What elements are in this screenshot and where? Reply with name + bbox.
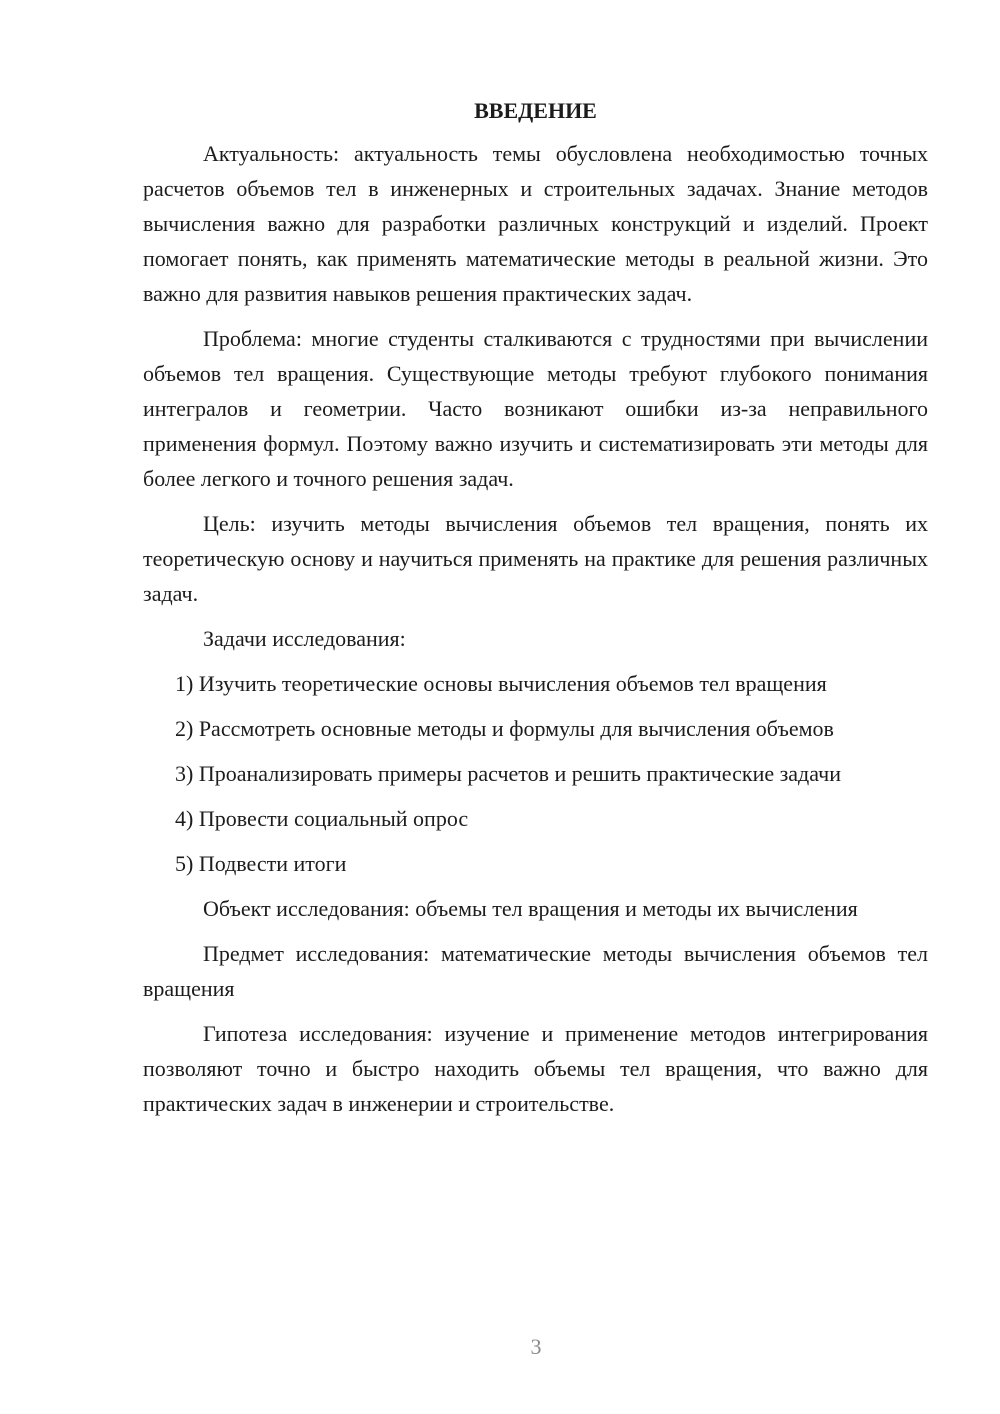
task-item-5: 5) Подвести итоги	[175, 851, 347, 876]
paragraph-hypothesis: Гипотеза исследования: изучение и применение методов интегрирования позволяют точно и быстро находить объемы тел вращения, что важно для практических задач в инженерии и строительстве.	[143, 1021, 928, 1116]
task-item-3: 3) Проанализировать примеры расчетов и решить практические задачи	[175, 761, 841, 786]
paragraph-goal: Цель: изучить методы вычисления объемов тел вращения, понять их теоретическую основу и научиться применять на практике для решения различных задач.	[143, 511, 928, 606]
paragraph-problem: Проблема: многие студенты сталкиваются с трудностями при вычислении объемов тел вращения. Существующие методы требуют глубокого понимания интегралов и геометрии. Часто возникают ошибки из-за неправильного применения формул. Поэтому важно изучить и систематизировать эти методы для более легкого и точного решения задач.	[143, 326, 928, 491]
paragraph-relevance: Актуальность: актуальность темы обусловлена необходимостью точных расчетов объемов тел в инженерных и строительных задачах. Знание методов вычисления важно для разработки различных конструкций и изделий. Проект помогает понять, как применять математические методы в реальной жизни. Это важно для развития навыков решения практических задач.	[143, 141, 928, 306]
task-item-2: 2) Рассмотреть основные методы и формулы для вычисления объемов	[175, 716, 834, 741]
document-page	[143, 96, 928, 1121]
page-title: ВВЕДЕНИЕ	[474, 98, 597, 123]
task-item-4: 4) Провести социальный опрос	[175, 806, 469, 831]
page-number: 3	[530, 1334, 542, 1359]
paragraph-subject: Предмет исследования: математические методы вычисления объемов тел вращения	[143, 941, 928, 1001]
tasks-heading: Задачи исследования:	[203, 626, 406, 651]
paragraph-object: Объект исследования: объемы тел вращения и методы их вычисления	[203, 896, 858, 921]
task-item-1: 1) Изучить теоретические основы вычисления объемов тел вращения	[175, 671, 827, 696]
